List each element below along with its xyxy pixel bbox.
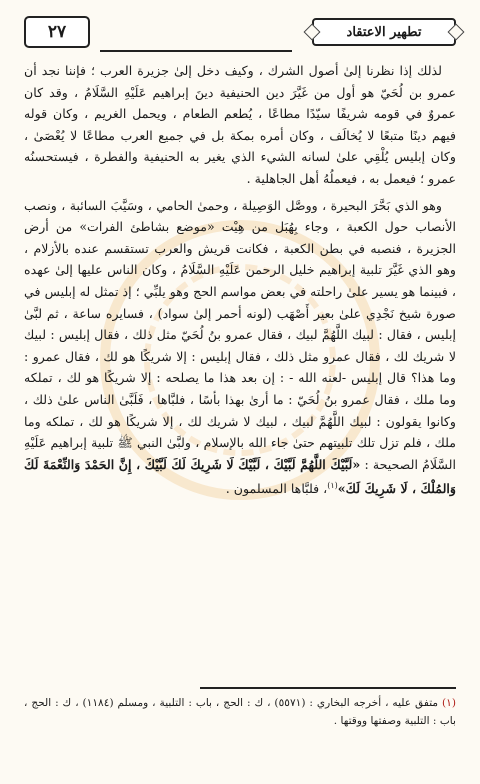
- footnote-text: متفق عليه ، أخرجه البخاري : (٥٥٧١) ، ك : الحج ، باب : التلبية ، ومسلم (١١٨٤) ، ك : الحج ، باب : التلبية وصفتها ووقتها .: [24, 697, 456, 727]
- paragraph: [24, 195, 456, 501]
- header-rule: [100, 50, 292, 52]
- paragraph: لذلك إذا نظرنا إلىٰ أصول الشرك ، وكيف دخل إلىٰ جزيرة العرب ؛ فإننا نجد أن عمرو بن لُحَيّ هو أول من غَيَّرَ دين الحنيفية دينَ إبراهيم عَلَيْهِ السَّلَامُ ، وقد كان عمروٌ في قومه شريفًا سيّدًا مطاعًا ، يُطعم الطعام ، ويحمل الغريم ، وكان قوله فيهم دينًا متبعًا لا يُخالَف ، وكان أمره بمكة بل في جميع العرب مطاعًا لا يُعْصَىٰ ، وكان إبليس يُلْقِي علىٰ لسانه الشيء الذي يغير به الحنيفية والفطرة ، فيستحسنُه عمرو ؛ فيعمل به ، فيعملُهُ أهل الجاهلية .: [24, 63, 456, 186]
- paragraph-ending: ، فلبَّاها المسلمون .: [225, 481, 328, 497]
- paragraph-text: وهو الذي بَحَّرَ البحيرة ، ووصَّل الوَصِيلة ، وحمىٰ الحامي ، وسَيَّبَ السائبة ، ونصب الأنصاب حول الكعبة ، وجاء بِهُبَل من هِيْت «موضع بشاطئ الفرات» من أرض الجزيرة ، فنصبه في بطن الكعبة ، فكانت قريش والعرب تستقسم عنده بالأزلام ، وهو الذي غَيَّرَ تلبية إبراهيم خليل الرحمن عَلَيْهِ السَّلَامُ ، وكان الناس عليها إلىٰ عهده ، فبينما هو يسير علىٰ راحلته في بعض مواسم الحج وهو يلبِّي ؛ إذ تمثل له إبليس في صورة شيخ نَجْدِي علىٰ بعير أَصْهَب (لونه أحمر إلىٰ سواد) ، فسايره ساعة ، ثم لبَّىٰ إبليس ، فقال : لبيك اللَّهُمَّ لبيك ، فقال عمرو بنُ لُحَيّ مثل ذلك ، فقال إبليس : لبيك لا شريك لك ، فقال عمرو مثل ذلك ، فقال إبليس : إلا شريكًا هو لك ، فقال عمرو : وما هذا؟ قال إبليس -لعنه الله - : إن بعد هذا ما يصلحه : إلا شريكًا هو لك ، تملكه وما ملك ، فقال عمرو بنُ لُحَيّ : ما أرىٰ بهذا بأسًا ، فلبَّاها ، فَلَبَّىٰ الناس علىٰ ذلك ، وكانوا يقولون : لبيك اللَّهُمَّ لبيك ، لبيك لا شريك لك ، إلا شريكًا هو لك ، تملكه وما ملك ، فلم تزل تلك تلبيتهم حتىٰ جاء الله بالإسلام ، ولبَّىٰ النبي ﷺ تلبية إبراهيم عَلَيْهِ السَّلَامُ الصحيحة :: [24, 197, 456, 472]
- page-number: ٢٧: [24, 16, 90, 48]
- book-title: تطهير الاعتقاد: [312, 18, 456, 46]
- talbiya-quote: «لَبَّيْكَ اللَّهُمَّ لَبَّيْكَ ، لَبَّيْكَ لَا شَرِيكَ لَكَ لَبَّيْكَ ، إِنَّ الحَمْدَ وَالنِّعْمَةَ لَكَ وَالمُلْكَ ، لَا شَرِيكَ لَكَ»: [24, 456, 456, 497]
- page-body: [24, 60, 456, 505]
- footnote-marker: (١): [327, 481, 338, 491]
- footnote-number: (١): [442, 697, 456, 709]
- footnote-rule: [200, 687, 456, 689]
- footnote: [24, 694, 456, 730]
- footnotes: [24, 694, 456, 730]
- page-header: [24, 16, 456, 48]
